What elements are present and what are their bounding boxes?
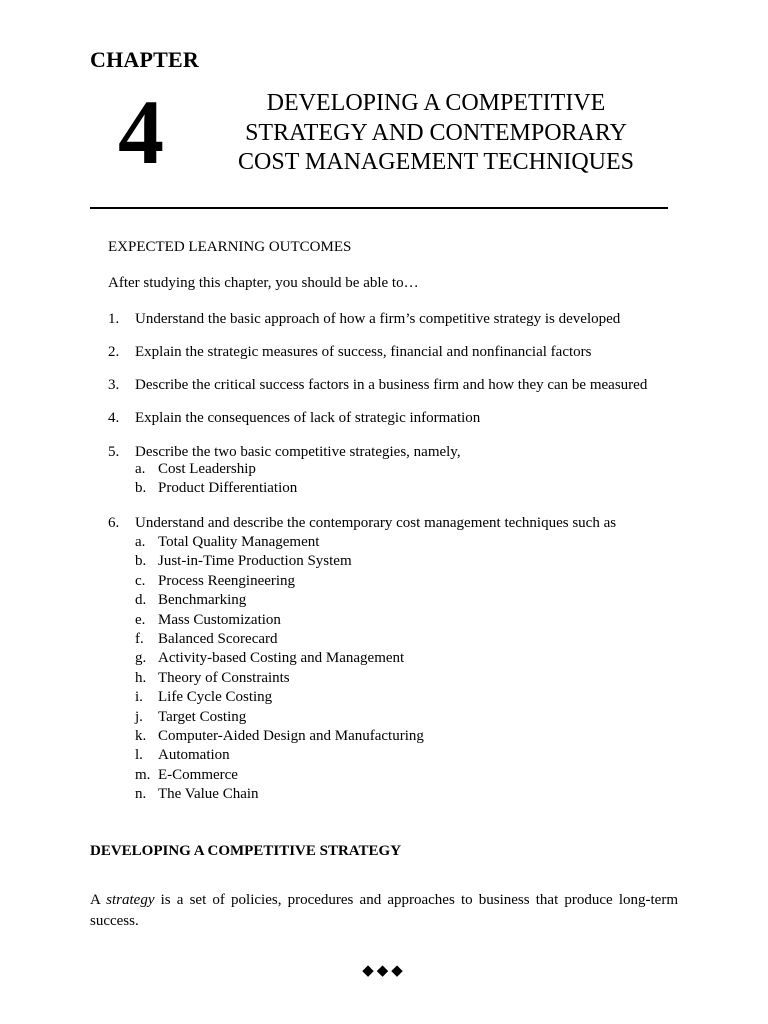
chapter-number: 4 [118, 81, 164, 183]
sub-list-item [135, 479, 297, 498]
sub-list-item [135, 766, 424, 785]
body-paragraph [90, 890, 678, 932]
list-item-text: Describe the critical success factors in a business firm and how they can be measured [135, 377, 648, 393]
sub-list-letter: a. [135, 534, 146, 550]
list-item-number: 1. [108, 311, 120, 327]
outcomes-heading: EXPECTED LEARNING OUTCOMES [108, 239, 352, 255]
sub-list-text: Theory of Constraints [158, 669, 290, 686]
sub-list-letter: b. [135, 480, 147, 497]
sub-list-text: Total Quality Management [158, 534, 320, 550]
list-item [108, 376, 647, 394]
chapter-title-line: COST MANAGEMENT TECHNIQUES [237, 149, 635, 175]
list-item [108, 409, 480, 427]
sub-list-text: Cost Leadership [158, 461, 256, 477]
sub-list-letter: f. [135, 630, 144, 647]
sub-list-item [135, 649, 424, 668]
sub-list-item [135, 552, 424, 571]
paragraph-term: strategy [106, 892, 155, 908]
list-item-text: Describe the two basic competitive strategies, namely, [135, 444, 461, 460]
section-heading: DEVELOPING A COMPETITIVE STRATEGY [90, 843, 402, 859]
sub-list-letter: i. [135, 689, 143, 706]
sub-list-text: Target Costing [158, 708, 247, 725]
sub-list-letter: d. [135, 592, 147, 609]
chapter-title-line: DEVELOPING A COMPETITIVE [266, 90, 606, 116]
sub-list-letter: m. [135, 766, 151, 783]
sub-list-text: Activity-based Costing and Management [158, 650, 405, 667]
title-divider [90, 207, 668, 209]
sub-list-text: Just-in-Time Production System [158, 553, 352, 570]
sub-list [135, 533, 424, 804]
sub-list-item [135, 785, 424, 804]
sub-list [135, 460, 297, 499]
sub-list-letter: b. [135, 553, 147, 570]
sub-list-letter: h. [135, 669, 147, 686]
chapter-label: CHAPTER [90, 47, 199, 72]
sub-list-item [135, 727, 424, 746]
list-item-text: Understand the basic approach of how a firm’s competitive strategy is developed [135, 311, 621, 327]
sub-list-letter: l. [135, 747, 143, 764]
sub-list-item [135, 708, 424, 727]
list-item-number: 4. [108, 410, 120, 426]
list-item-number: 3. [108, 377, 120, 393]
list-item-number: 2. [108, 344, 120, 360]
sub-list-item [135, 611, 424, 630]
list-item-text: Explain the strategic measures of success, financial and nonfinancial factors [135, 344, 592, 360]
sub-list-letter: a. [135, 461, 146, 477]
sub-list-letter: j. [135, 708, 143, 725]
sub-list-item [135, 533, 424, 552]
sub-list-item [135, 572, 424, 591]
paragraph-prefix: A [90, 892, 107, 908]
sub-list-text: Mass Customization [158, 611, 281, 628]
paragraph-text: is a set of policies, procedures and approaches to business that produce long-term success. [90, 892, 678, 929]
sub-list-text: Benchmarking [158, 592, 247, 609]
sub-list-text: Product Differentiation [158, 480, 298, 497]
sub-list-item [135, 688, 424, 707]
list-item-text: Explain the consequences of lack of strategic information [135, 410, 481, 426]
sub-list-item [135, 669, 424, 688]
chapter-title [216, 89, 656, 178]
sub-list-text: Life Cycle Costing [158, 689, 273, 706]
list-item [108, 514, 616, 532]
sub-list-letter: g. [135, 650, 147, 667]
sub-list-item [135, 591, 424, 610]
sub-list-text: E-Commerce [158, 766, 238, 783]
chapter-title-line: STRATEGY AND CONTEMPORARY [245, 119, 627, 146]
sub-list-letter: c. [135, 572, 146, 589]
list-item [108, 443, 461, 461]
sub-list-letter: n. [135, 786, 147, 803]
sub-list-text: Computer-Aided Design and Manufacturing [158, 727, 424, 744]
sub-list-letter: k. [135, 727, 147, 744]
sub-list-item [135, 746, 424, 765]
sub-list-text: Automation [158, 747, 230, 764]
sub-list-text: Balanced Scorecard [158, 630, 278, 647]
list-item-text: Understand and describe the contemporary cost management techniques such as [135, 515, 617, 531]
outcomes-intro: After studying this chapter, you should be able to… [108, 275, 419, 291]
list-item-number: 5. [108, 444, 120, 460]
list-item [108, 343, 592, 361]
sub-list-letter: e. [135, 611, 146, 628]
list-item [108, 310, 620, 328]
sub-list-text: The Value Chain [158, 786, 259, 803]
section-ornament: ◆◆◆ [362, 961, 406, 979]
list-item-number: 6. [108, 515, 120, 531]
sub-list-text: Process Reengineering [158, 572, 296, 589]
sub-list-item [135, 630, 424, 649]
sub-list-item [135, 460, 297, 479]
